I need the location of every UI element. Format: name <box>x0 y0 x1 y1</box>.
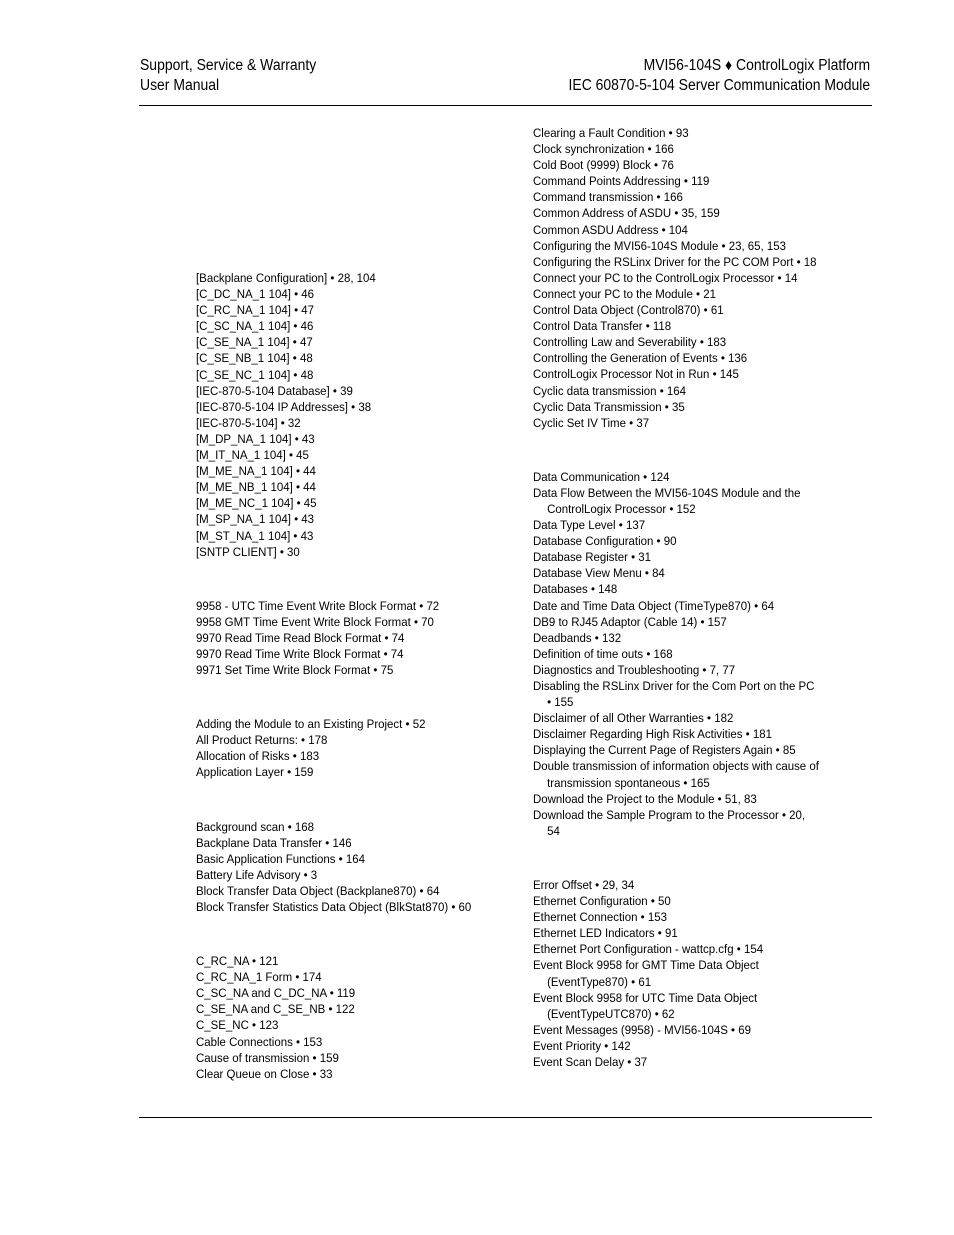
index-group <box>196 598 516 678</box>
index-group <box>533 125 833 431</box>
index-entry: Cold Boot (9999) Block • 76 <box>533 158 674 173</box>
index-entry: 9970 Read Time Read Block Format • 74 <box>196 630 405 645</box>
index-entry: Databases • 148 <box>533 582 618 597</box>
index-entry: Definition of time outs • 168 <box>533 646 673 661</box>
index-entry: Disclaimer Regarding High Risk Activities • 181 <box>533 727 772 742</box>
index-entry: Controlling Law and Severability • 183 <box>533 335 727 350</box>
index-entry: [Backplane Configuration] • 28, 104 <box>196 271 376 285</box>
index-entry: Backplane Data Transfer • 146 <box>196 835 352 850</box>
index-entry: Disclaimer of all Other Warranties • 182 <box>533 711 734 726</box>
index-entry: Block Transfer Data Object (Backplane870) • 64 <box>196 883 440 898</box>
index-entry: Download the Project to the Module • 51, 83 <box>533 791 757 806</box>
index-entry: Basic Application Functions • 164 <box>196 851 365 866</box>
index-entry: Control Data Transfer • 118 <box>533 319 672 334</box>
index-entry: [C_SE_NC_1 104] • 48 <box>196 367 314 382</box>
index-entry: C_SE_NC • 123 <box>196 1018 279 1033</box>
index-entry: 9970 Read Time Write Block Format • 74 <box>196 646 404 661</box>
header-subtitle: User Manual <box>140 77 220 94</box>
index-entry: Database View Menu • 84 <box>533 566 665 581</box>
index-entry: 9971 Set Time Write Block Format • 75 <box>196 663 394 678</box>
index-entry: Cyclic Data Transmission • 35 <box>533 399 685 414</box>
index-entry: Controlling the Generation of Events • 136 <box>533 351 748 366</box>
group-spacer <box>196 678 516 716</box>
index-entry: [M_ME_NA_1 104] • 44 <box>196 464 316 479</box>
index-entry: Common Address of ASDU • 35, 159 <box>533 206 720 221</box>
index-entry: 9958 - UTC Time Event Write Block Format • 72 <box>196 598 440 613</box>
index-entry: Command Points Addressing • 119 <box>533 174 710 189</box>
index-entry: Allocation of Risks • 183 <box>196 749 320 764</box>
index-entry: Event Priority • 142 <box>533 1038 631 1053</box>
index-entry: [M_ST_NA_1 104] • 43 <box>196 528 314 543</box>
header-product: MVI56-104S ♦ ControlLogix Platform <box>643 57 870 74</box>
index-entry: Connect your PC to the Module • 21 <box>533 286 716 301</box>
header-left <box>140 56 316 96</box>
index-entry: [M_IT_NA_1 104] • 45 <box>196 448 309 463</box>
index-entry: Configuring the MVI56-104S Module • 23, 65, 153 <box>533 238 787 253</box>
index-entry: [C_RC_NA_1 104] • 47 <box>196 303 315 318</box>
index-entry: Ethernet Port Configuration - wattcp.cfg • 154 <box>533 942 764 957</box>
header-module: IEC 60870-5-104 Server Communication Module <box>568 77 870 94</box>
index-entry: [C_SE_NB_1 104] • 48 <box>196 351 313 366</box>
index-entry: C_SE_NA and C_SE_NB • 122 <box>196 1002 355 1017</box>
header-divider <box>139 105 872 106</box>
index-entry: C_RC_NA • 121 <box>196 954 279 969</box>
index-entry: Adding the Module to an Existing Project • 52 <box>196 717 426 732</box>
index-entry: Database Register • 31 <box>533 550 652 565</box>
index-entry: [M_DP_NA_1 104] • 43 <box>196 431 315 446</box>
index-entry: Cyclic data transmission • 164 <box>533 383 687 398</box>
group-spacer <box>533 431 833 469</box>
group-spacer <box>533 839 833 877</box>
index-entry: Clock synchronization • 166 <box>533 142 674 157</box>
index-entry: [SNTP CLIENT] • 30 <box>196 544 300 559</box>
index-entry: C_SC_NA and C_DC_NA • 119 <box>196 986 356 1001</box>
index-entry: Event Block 9958 for GMT Time Data Object (EventType870) • 61 <box>533 958 759 989</box>
index-entry: [C_SE_NA_1 104] • 47 <box>196 335 313 350</box>
index-entry: [IEC-870-5-104 Database] • 39 <box>196 383 353 398</box>
index-column-left <box>196 270 516 1082</box>
index-entry: Block Transfer Statistics Data Object (BlkStat870) • 60 <box>196 900 472 914</box>
index-entry: Configuring the RSLinx Driver for the PC COM Port • 18 <box>533 254 817 269</box>
index-entry: ControlLogix Processor Not in Run • 145 <box>533 367 739 382</box>
index-group <box>196 716 516 780</box>
index-group <box>533 469 833 839</box>
index-entry: [M_ME_NB_1 104] • 44 <box>196 480 316 495</box>
index-entry: Event Block 9958 for UTC Time Data Object (EventTypeUTC870) • 62 <box>533 990 758 1021</box>
index-entry: [IEC-870-5-104 IP Addresses] • 38 <box>196 399 372 414</box>
index-entry: Displaying the Current Page of Registers Again • 85 <box>533 743 796 758</box>
index-entry: Ethernet Configuration • 50 <box>533 894 671 909</box>
index-group <box>196 270 516 560</box>
index-entry: Cyclic Set IV Time • 37 <box>533 415 650 430</box>
index-entry: Data Communication • 124 <box>533 469 670 484</box>
index-entry: Disabling the RSLinx Driver for the Com Port on the PC • 155 <box>533 679 815 710</box>
index-entry: Command transmission • 166 <box>533 190 683 205</box>
index-entry: Error Offset • 29, 34 <box>533 877 635 892</box>
index-entry: Database Configuration • 90 <box>533 534 677 549</box>
group-spacer <box>196 781 516 819</box>
index-entry: Event Scan Delay • 37 <box>533 1054 648 1069</box>
index-entry: [IEC-870-5-104] • 32 <box>196 415 301 430</box>
index-entry: C_RC_NA_1 Form • 174 <box>196 970 322 985</box>
index-column-right <box>533 125 833 1070</box>
footer-divider <box>139 1117 872 1118</box>
index-entry: Ethernet Connection • 153 <box>533 910 667 925</box>
group-spacer <box>196 915 516 953</box>
index-entry: Clearing a Fault Condition • 93 <box>533 126 689 140</box>
index-group <box>196 953 516 1082</box>
index-group <box>533 877 833 1070</box>
index-entry: Cause of transmission • 159 <box>196 1050 339 1065</box>
index-entry: Battery Life Advisory • 3 <box>196 867 318 882</box>
index-entry: All Product Returns: • 178 <box>196 733 328 748</box>
index-entry: Background scan • 168 <box>196 819 315 834</box>
index-entry: DB9 to RJ45 Adaptor (Cable 14) • 157 <box>533 614 727 629</box>
index-entry: Double transmission of information objects with cause of transmission spontaneous • 165 <box>533 759 819 790</box>
index-entry: Cable Connections • 153 <box>196 1034 323 1049</box>
index-entry: Data Flow Between the MVI56-104S Module and the ControlLogix Processor • 152 <box>533 485 801 516</box>
index-entry: Deadbands • 132 <box>533 630 622 645</box>
index-entry: Common ASDU Address • 104 <box>533 222 688 237</box>
index-entry: [C_SC_NA_1 104] • 46 <box>196 319 314 334</box>
index-entry: Download the Sample Program to the Processor • 20, 54 <box>533 807 806 838</box>
index-entry: Application Layer • 159 <box>196 765 314 780</box>
index-entry: Clear Queue on Close • 33 <box>196 1066 333 1081</box>
index-entry: [M_ME_NC_1 104] • 45 <box>196 496 317 511</box>
index-entry: [C_DC_NA_1 104] • 46 <box>196 287 315 302</box>
header-right <box>568 56 870 96</box>
index-entry: Diagnostics and Troubleshooting • 7, 77 <box>533 662 736 677</box>
index-entry: Date and Time Data Object (TimeType870) • 64 <box>533 598 775 613</box>
index-entry: Connect your PC to the ControlLogix Processor • 14 <box>533 270 798 285</box>
index-group <box>196 819 516 916</box>
index-entry: 9958 GMT Time Event Write Block Format • 70 <box>196 614 434 629</box>
index-entry: Data Type Level • 137 <box>533 518 646 533</box>
group-spacer <box>196 560 516 598</box>
header-title: Support, Service & Warranty <box>140 57 317 74</box>
index-entry: Ethernet LED Indicators • 91 <box>533 926 678 941</box>
index-entry: [M_SP_NA_1 104] • 43 <box>196 512 315 527</box>
index-entry: Control Data Object (Control870) • 61 <box>533 303 724 318</box>
index-entry: Event Messages (9958) - MVI56-104S • 69 <box>533 1022 751 1037</box>
